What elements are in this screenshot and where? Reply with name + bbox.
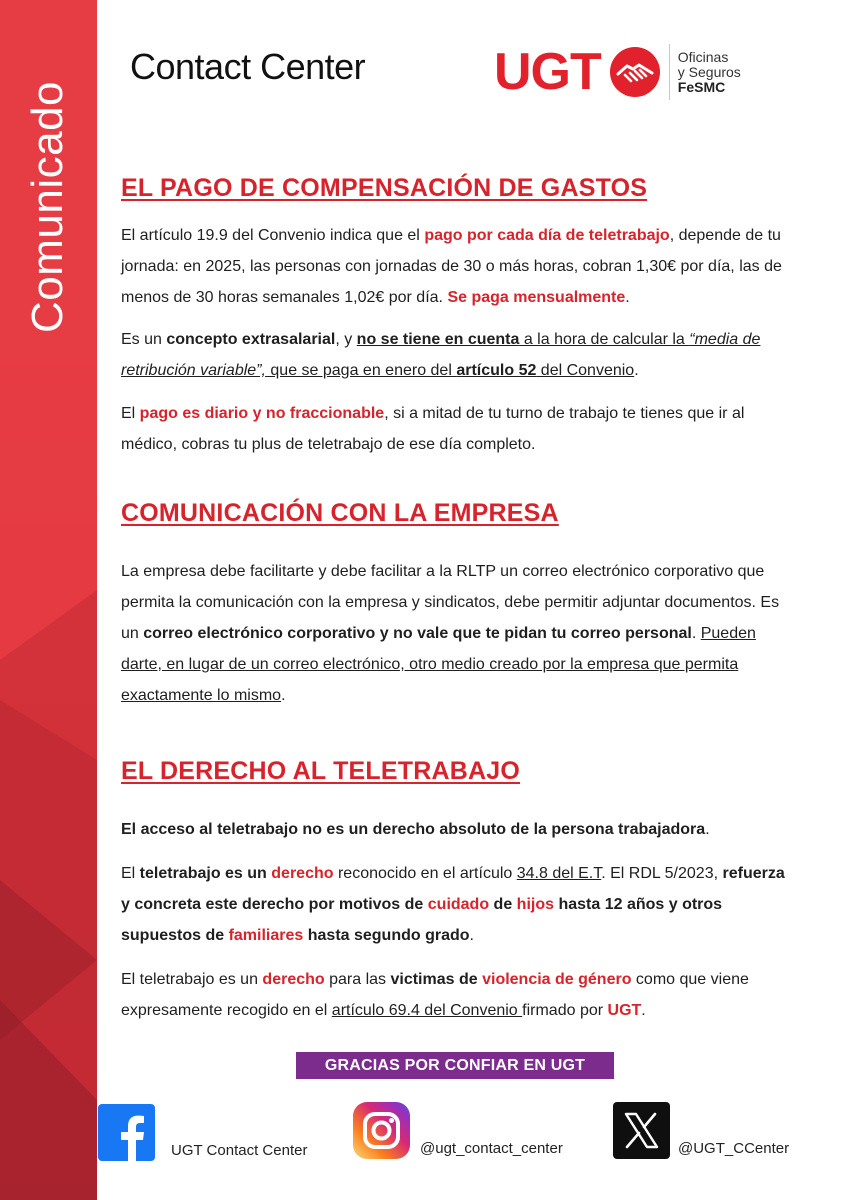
logo-divider xyxy=(669,44,670,100)
highlight: violencia de género xyxy=(482,971,632,988)
instagram-handle[interactable]: @ugt_contact_center xyxy=(420,1140,563,1157)
bold-text: concepto extrasalarial xyxy=(166,331,336,348)
facebook-link[interactable] xyxy=(98,1104,307,1161)
text: , y xyxy=(335,331,357,348)
section-right-paragraph-2 xyxy=(121,858,787,951)
text: . xyxy=(625,289,630,306)
text: . xyxy=(281,687,286,704)
x-handle[interactable]: @UGT_CCenter xyxy=(678,1140,790,1157)
section-heading: COMUNICACIÓN CON LA EMPRESA xyxy=(121,499,559,527)
bold-text: hasta segundo grado xyxy=(303,927,470,944)
bold-text: correo electrónico corporativo y no vale que te pidan tu correo personal xyxy=(143,625,692,642)
text: . xyxy=(705,821,710,838)
text: . xyxy=(469,927,474,944)
thanks-banner: GRACIAS POR CONFIAR EN UGT xyxy=(296,1052,614,1079)
instagram-icon xyxy=(353,1102,410,1159)
section-heading: EL DERECHO AL TELETRABAJO xyxy=(121,757,521,785)
highlight: familiares xyxy=(228,927,304,944)
bold-text: refuerza y concreta este derecho por motivos de xyxy=(121,865,785,913)
highlight: hijos xyxy=(516,896,555,913)
ugt-logo xyxy=(494,42,741,102)
logo-line-2: y Seguros xyxy=(677,63,741,80)
section-payment xyxy=(121,174,787,203)
logo-line-3: FeSMC xyxy=(677,78,726,95)
bold-text: teletrabajo es un xyxy=(139,865,272,882)
facebook-icon xyxy=(98,1104,155,1161)
text: Es un xyxy=(121,331,167,348)
logo-word: UGT xyxy=(494,43,601,101)
text: , si a mitad de tu turno de trabajo te tienes que ir al médico, cobras tu plus de teletrabajo de ese día completo. xyxy=(121,405,745,453)
text: El teletrabajo es un xyxy=(121,971,263,988)
text: La empresa debe facilitarte y debe facilitar a la RLTP un correo electrónico corporativo que permita la comunicación con la empresa y sindicatos, debe permitir adjuntar documentos. Es un xyxy=(121,563,780,642)
highlight: pago es diario y no fraccionable xyxy=(139,405,385,422)
x-link[interactable] xyxy=(613,1102,789,1159)
highlight: cuidado xyxy=(427,896,490,913)
underlined-text: del Convenio xyxy=(536,362,635,379)
text: . xyxy=(691,625,701,642)
section-right-paragraph-1 xyxy=(121,814,787,845)
text: firmado por xyxy=(522,1002,608,1019)
text: . xyxy=(641,1002,646,1019)
x-icon xyxy=(613,1102,670,1159)
sidebar-label: Comunicado xyxy=(23,80,72,334)
text: como que viene expresamente recogido en el xyxy=(121,971,749,1019)
sidebar-band xyxy=(0,0,97,1200)
bold-text: victimas de xyxy=(390,971,483,988)
highlight: UGT xyxy=(607,1002,642,1019)
bold-text: de xyxy=(489,896,517,913)
bold-text: hasta 12 años y otros supuestos de xyxy=(121,896,723,944)
text: para las xyxy=(324,971,391,988)
page-title: Contact Center xyxy=(130,46,366,87)
text: . El RDL 5/2023, xyxy=(601,865,723,882)
underlined-text: Pueden darte, en lugar de un correo electrónico, otro medio creado por la empresa que permita exactamente lo mismo xyxy=(121,625,756,704)
instagram-link[interactable] xyxy=(353,1102,563,1159)
text: El artículo 19.9 del Convenio indica que el xyxy=(121,227,425,244)
underlined-text: que se paga en enero del xyxy=(265,362,457,379)
text: El xyxy=(121,405,140,422)
text: . xyxy=(634,362,639,379)
text: reconocido en el artículo xyxy=(333,865,517,882)
section-communication xyxy=(121,499,787,528)
underlined-text: a la hora de calcular la xyxy=(519,331,690,348)
logo-line-1: Oficinas xyxy=(677,48,729,65)
section-heading: EL PAGO DE COMPENSACIÓN DE GASTOS xyxy=(121,174,648,202)
section-right xyxy=(121,757,787,786)
bold-underlined-text: artículo 52 xyxy=(456,362,537,379)
highlight: Se paga mensualmente xyxy=(447,289,626,306)
highlight: derecho xyxy=(262,971,325,988)
section-payment-paragraph-1 xyxy=(121,220,787,313)
bold-text: El acceso al teletrabajo no es un derecho absoluto de la persona trabajadora xyxy=(121,821,706,838)
handshake-icon xyxy=(609,46,661,98)
text: , depende de tu jornada: en 2025, las personas con jornadas de 30 o más horas, cobran 1,30€ por día, las de menos de 30 horas semanales 1,02€ por día. xyxy=(121,227,782,306)
section-payment-paragraph-2 xyxy=(121,324,787,386)
section-right-paragraph-3 xyxy=(121,964,787,1026)
underlined-text: artículo 69.4 del Convenio xyxy=(331,1002,523,1019)
underlined-text: 34.8 del E.T xyxy=(516,865,602,882)
section-payment-paragraph-3 xyxy=(121,398,787,460)
bold-underlined-text: no se tiene en cuenta xyxy=(356,331,520,348)
section-communication-paragraph xyxy=(121,556,787,711)
highlight: pago por cada día de teletrabajo xyxy=(424,227,670,244)
text: El xyxy=(121,865,140,882)
logo-text xyxy=(678,50,741,95)
highlight: derecho xyxy=(271,865,334,882)
facebook-handle[interactable]: UGT Contact Center xyxy=(171,1142,308,1159)
italic-underlined-text: “media de retribución variable”, xyxy=(121,331,761,379)
